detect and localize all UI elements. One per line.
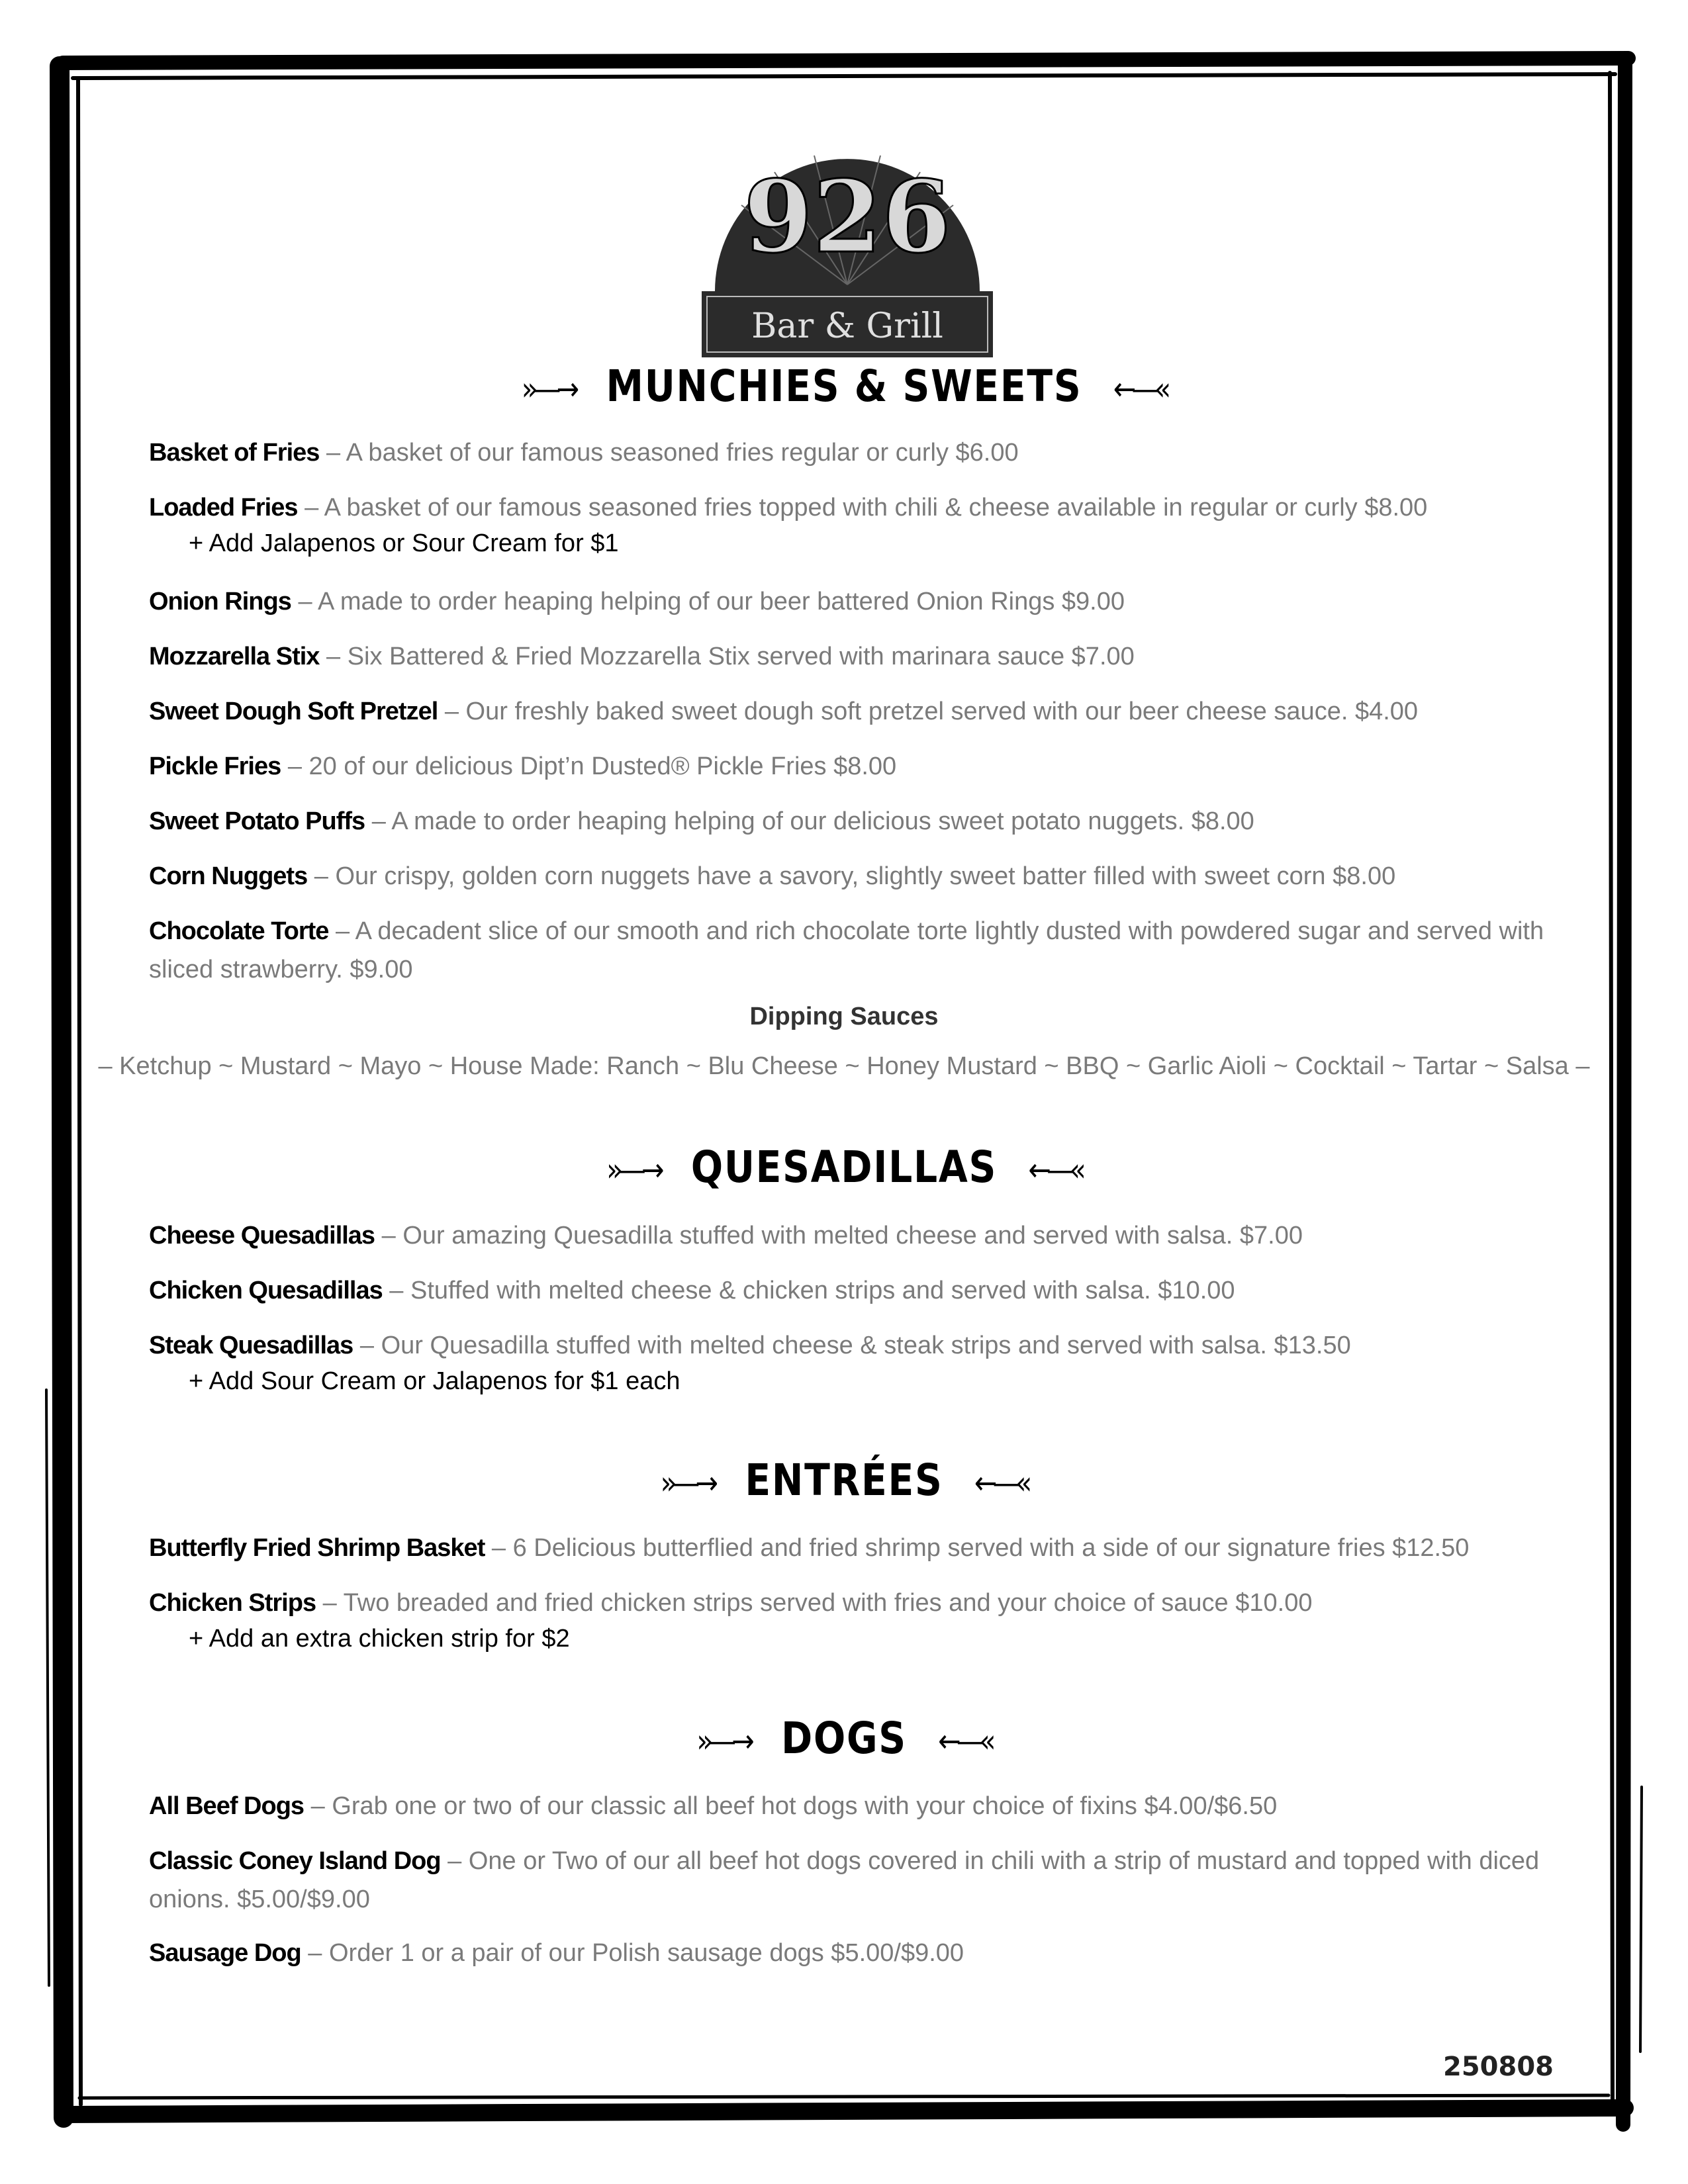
menu-item: Onion Rings – A made to order heaping helping of our beer battered Onion Rings $9.00 <box>149 588 1125 615</box>
bar-and-grill-logo <box>702 119 993 371</box>
menu-item: Pickle Fries – 20 of our delicious Dipt’n Dusted® Pickle Fries $8.00 <box>149 752 897 780</box>
menu-addon: + Add an extra chicken strip for $2 <box>189 1625 570 1653</box>
menu-item: Loaded Fries – A basket of our famous seasoned fries topped with chili & cheese available in regular or curly $8.00 <box>149 494 1428 522</box>
arrow-right-icon: ←—« <box>1113 370 1167 408</box>
arrow-right-icon: ←—« <box>1028 1151 1082 1189</box>
menu-item: Classic Coney Island Dog – One or Two of our all beef hot dogs covered in chili with a strip of mustard and topped with diced onions. $5.00/$9.00 <box>149 1847 1540 1913</box>
menu-item: Sausage Dog – Order 1 or a pair of our Polish sausage dogs $5.00/$9.00 <box>149 1939 964 1967</box>
arrow-right-icon: ←—« <box>974 1464 1028 1502</box>
logo-subtitle: Bar & Grill <box>751 306 943 346</box>
arrow-left-icon: »—→ <box>696 1722 750 1760</box>
menu-item: Steak Quesadillas – Our Quesadilla stuffed with melted cheese & steak strips and served with salsa. $13.50 <box>149 1332 1351 1359</box>
menu-item: Cheese Quesadillas – Our amazing Quesadilla stuffed with melted cheese and served with salsa. $7.00 <box>149 1222 1303 1250</box>
arrow-right-icon: ←—« <box>938 1722 992 1760</box>
menu-item: Chicken Quesadillas – Stuffed with melted cheese & chicken strips and served with salsa. $10.00 <box>149 1277 1235 1304</box>
arrow-left-icon: »—→ <box>606 1151 660 1189</box>
menu-item: Corn Nuggets – Our crispy, golden corn nuggets have a savory, slightly sweet batter filled with sweet corn $8.00 <box>149 862 1396 890</box>
section-title-entrees: »—→ ENTRÉES ←—« <box>660 1455 1028 1506</box>
menu-item: Basket of Fries – A basket of our famous seasoned fries regular or curly $6.00 <box>149 439 1019 467</box>
section-title-munchies: »—→ MUNCHIES & SWEETS ←—« <box>521 361 1167 412</box>
menu-item: Chocolate Torte – A decadent slice of our smooth and rich chocolate torte lightly dusted with powdered sugar and served with sliced strawberry. $9.00 <box>149 917 1544 983</box>
section-title-quesadillas: »—→ QUESADILLAS ←—« <box>606 1142 1082 1193</box>
menu-item: All Beef Dogs – Grab one or two of our classic all beef hot dogs with your choice of fixins $4.00/$6.50 <box>149 1792 1278 1820</box>
arrow-left-icon: »—→ <box>521 370 575 408</box>
logo-number: 926 <box>743 159 951 275</box>
menu-item: Sweet Potato Puffs – A made to order heaping helping of our delicious sweet potato nuggets. $8.00 <box>149 807 1254 835</box>
menu-item: Sweet Dough Soft Pretzel – Our freshly baked sweet dough soft pretzel served with our beer cheese sauce. $4.00 <box>149 698 1419 725</box>
dipping-sauces-list: – Ketchup ~ Mustard ~ Mayo ~ House Made: Ranch ~ Blu Cheese ~ Honey Mustard ~ BBQ ~ Garlic Aioli ~ Cocktail ~ Tartar ~ Salsa – <box>98 1052 1590 1080</box>
menu-item: Butterfly Fried Shrimp Basket – 6 Delicious butterflied and fried shrimp served with a side of our signature fries $12.50 <box>149 1534 1470 1562</box>
arrow-left-icon: »—→ <box>660 1464 714 1502</box>
menu-item: Mozzarella Stix – Six Battered & Fried Mozzarella Stix served with marinara sauce $7.00 <box>149 643 1135 670</box>
dipping-sauces-title: Dipping Sauces <box>749 1003 939 1030</box>
menu-item: Chicken Strips – Two breaded and fried chicken strips served with fries and your choice of sauce $10.00 <box>149 1589 1313 1617</box>
menu-addon: + Add Jalapenos or Sour Cream for $1 <box>189 529 619 557</box>
section-title-dogs: »—→ DOGS ←—« <box>696 1713 992 1764</box>
menu-code: 250808 <box>1443 2052 1554 2082</box>
menu-addon: + Add Sour Cream or Jalapenos for $1 each <box>189 1367 680 1395</box>
